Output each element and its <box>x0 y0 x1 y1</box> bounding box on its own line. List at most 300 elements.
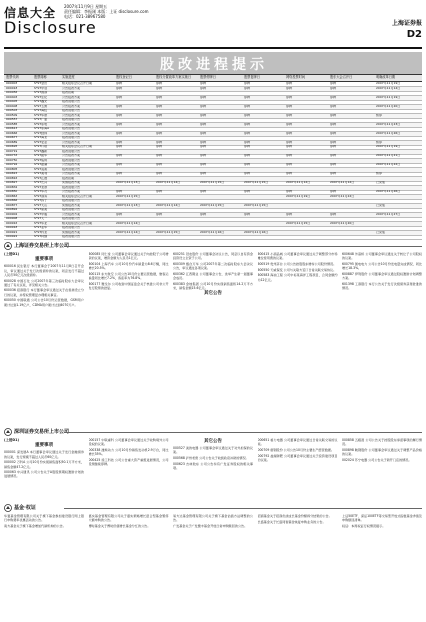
table-cell: S*ST长兴 <box>34 181 48 184</box>
table-cell: 停牌 <box>330 131 337 135</box>
article-paragraph: 华夏基金管理有限公司关于旗下基金参加建设银行网上银行申购费率优惠活动的公告。 <box>4 514 84 523</box>
table-cell: 000863 <box>6 194 18 198</box>
table-cell: 停牌 <box>200 95 207 99</box>
table-cell: 2007年11月19日 <box>376 145 401 148</box>
table-cell: 停牌 <box>156 154 163 157</box>
meta-phone: 电话：021-38967580 <box>64 14 106 19</box>
shanghai-columns <box>4 252 422 424</box>
table-cell: 停牌 <box>244 95 251 99</box>
article-column <box>173 438 253 498</box>
table-header-cell: 股票停牌日 <box>200 75 216 79</box>
section-title-shanghai: 上海证券交易所上市公司 <box>14 243 70 249</box>
table-cell: 000902 <box>6 212 18 216</box>
table-header-cell: 股东大会召开日 <box>330 75 353 79</box>
header-meta <box>64 4 214 19</box>
article-paragraph: 000651 格力电器 公司董事会审议通过日常关联交易的议案。 <box>257 438 338 447</box>
article-paragraph: 600177 雅戈尔 公司收到中国证监会关于核准公司非公开发行股票的批复。 <box>88 281 169 290</box>
article-column <box>342 438 422 498</box>
table-cell: 停牌 <box>200 82 207 85</box>
table-header-cell: 股票简称 <box>34 75 47 79</box>
meta-date: 2007年11月9日 星期五 <box>64 4 108 9</box>
table-cell: 公告股改方案 <box>62 163 81 166</box>
article-paragraph: 600648 外高桥 公司董事会审议通过关于转让子公司股权的议案。 <box>342 252 422 261</box>
article-paragraph: 000001 深发展A 本行董事会审议通过关于发行金融债券的议案，发行规模不超过人民币60亿元。 <box>4 450 84 459</box>
article-column <box>173 514 253 618</box>
table-cell: 2007年11月16日 <box>200 230 225 234</box>
table-cell: 2007年11月22日 <box>376 163 401 166</box>
article-paragraph: 600550 天威保变 公司与关联方签订日常关联交易协议。 <box>257 267 337 272</box>
table-cell: 停牌 <box>200 145 207 148</box>
article-paragraph: 600085 同仁堂 公司董事会审议通过关于向控股子公司增资的议案，增资金额为人民币1亿元。 <box>88 252 169 261</box>
article-paragraph: 600309 烟台万华 公司2007年第二次临时股东大会决议公告，审议通过各项议案。 <box>173 261 253 271</box>
article-paragraph: 600583 海油工程 公司中标某海洋工程项目，合同金额约为12亿元。 <box>257 273 338 282</box>
table-cell: 股改进展公告 <box>62 158 81 162</box>
table-cell: 股改进展公告 <box>62 109 81 112</box>
table-cell: 000689 <box>6 140 18 144</box>
table-cell: 公告股改方案 <box>62 172 81 175</box>
table-cell: 停牌 <box>244 131 251 135</box>
banner <box>4 52 422 74</box>
article-paragraph: 600383 金地集团 公司10月份实现销售面积14.2万平方米，销售金额15.6亿元。 <box>173 281 253 290</box>
table-cell: 停牌 <box>156 82 163 85</box>
table-cell: 实施股改方案 <box>62 181 81 184</box>
article-paragraph: 600519 贵州茅台 公司公告控股股东增持公司股份情况。 <box>257 261 337 266</box>
table-cell: 停牌 <box>116 154 123 157</box>
table-cell: 000850 <box>6 190 18 193</box>
section-divider <box>64 432 422 433</box>
table-cell: 停牌 <box>156 140 163 144</box>
funds-section-header <box>4 504 422 512</box>
table-cell: 2007年11月15日 <box>200 203 225 207</box>
article-paragraph: 600016 民生银行 本行董事会于2007年11月8日召开会议，审议通过关于发行次级债券的议案，同意发行不超过人民币50亿元次级债券。 <box>4 264 84 277</box>
table-header-cell: 网络投票时间 <box>286 75 306 79</box>
table-cell: S*ST金田 <box>34 82 48 85</box>
article-paragraph: 002024 苏宁电器 公司公告关于新开门店的情况。 <box>342 457 412 462</box>
table-cell: 停牌 <box>286 140 293 144</box>
article-paragraph: 600415 小商品城 公司董事会审议通过关于调整部分市场摊位使用费的议案。 <box>257 252 338 261</box>
table-cell: 000805 <box>6 167 18 171</box>
article-column <box>173 252 253 424</box>
table-cell: 相关股东会议召开日期 <box>62 82 93 85</box>
article-paragraph: 000623 吉林敖东 公司公告持有广发证券股权的相关事项。 <box>173 461 253 471</box>
table-cell: 已完成 <box>376 230 386 234</box>
table-cell: 相关股东会议召开日期 <box>62 145 93 148</box>
article-paragraph: 000527 美的电器 公司董事会审议通过关于对外担保的议案。 <box>173 446 253 455</box>
table-cell: 股改延期 <box>62 91 75 94</box>
table-cell: 停牌 <box>116 122 123 126</box>
table-cell: S*ST中冠 <box>34 86 48 90</box>
table-cell: 暂停 <box>376 172 383 175</box>
table-cell: 停牌 <box>286 145 293 148</box>
table-cell: 停牌 <box>156 113 163 117</box>
section-divider <box>64 246 422 247</box>
table-cell: 000503 <box>6 109 18 112</box>
table-cell: S*ST宏业 <box>34 140 48 144</box>
article-paragraph: 000568 泸州老窖 公司公告关于收到政府补助的情况。 <box>173 456 249 461</box>
table-cell: 公告股改方案 <box>62 190 81 193</box>
table-cell: 000018 <box>6 86 18 90</box>
table-cell: 2007年11月15日 <box>156 230 181 234</box>
table-cell: 停牌 <box>330 190 337 193</box>
table-cell: 实施股改方案 <box>62 230 81 234</box>
table-cell: S*ST天山 <box>34 203 48 207</box>
shenzhen-section-header <box>4 428 422 436</box>
table-cell: 000921 <box>6 230 18 234</box>
article-column <box>342 514 422 618</box>
table-cell: 股改进展公告 <box>62 149 81 153</box>
table-cell: S*ST江淮 <box>34 176 48 180</box>
article-paragraph: 600251 冠农股份 公司董事会决议公告，同意以自有资金投资设立全资子公司。 <box>173 252 253 261</box>
table-cell: 2007年11月14日 <box>116 221 141 225</box>
section-title-shenzhen: 深圳证券交易所上市公司 <box>14 429 70 435</box>
article-paragraph: 易方达基金管理有限公司关于旗下基金估值方法调整的公告。 <box>173 514 253 523</box>
table-header-cell: 股权登记日 <box>116 75 132 79</box>
table-cell: 停牌 <box>116 140 123 144</box>
table-cell: 停牌 <box>244 113 251 117</box>
table-cell: 停牌 <box>156 172 163 175</box>
table-cell: 停牌 <box>156 131 163 135</box>
table-cell: 停牌 <box>200 212 207 216</box>
table-cell: 公告股改方案 <box>62 131 81 135</box>
table-cell: 停牌 <box>330 163 337 166</box>
table-cell: 停牌 <box>244 163 251 166</box>
table-cell: S*ST国商 <box>34 91 48 94</box>
table-cell: 停牌 <box>156 212 163 216</box>
table-cell: 2007年11月16日 <box>244 230 269 234</box>
paper-name: 上海证券报 <box>391 20 422 27</box>
table-header-cell: 实施进度 <box>62 75 75 79</box>
article-paragraph: 广发基金关于广发聚丰基金开放日常申购赎回的公告。 <box>173 523 248 528</box>
table-cell: S*ST商务 <box>34 194 48 198</box>
table-cell: 2007年11月13日 <box>116 181 141 184</box>
article-column <box>89 252 169 424</box>
table-cell: 停牌 <box>200 190 207 193</box>
table-cell: 2007年11月15日 <box>286 221 311 225</box>
table-cell: 停牌 <box>156 104 163 108</box>
table-cell: 000832 <box>6 185 18 189</box>
table-cell: 停牌 <box>200 104 207 108</box>
table-cell: 股改进展公告 <box>62 235 81 238</box>
section-icon <box>4 242 12 250</box>
column-headline: 重要事项 <box>35 443 53 449</box>
article-column <box>4 252 84 424</box>
column-subheadline: 其它公告 <box>204 291 222 297</box>
table-cell: S*ST振华 <box>34 154 48 157</box>
table-cell: 股改进展公告 <box>62 217 81 220</box>
table-cell: 2007年11月13日 <box>116 203 141 207</box>
table-cell: S*ST美利 <box>34 172 48 175</box>
table-cell: 停牌 <box>200 172 207 175</box>
table-cell: S*ST海虹 <box>34 109 48 112</box>
table-cell: 停牌 <box>244 122 251 126</box>
table-cell: 停牌 <box>116 190 123 193</box>
table-cell: 停牌 <box>330 113 337 117</box>
article-paragraph: 上证50ETF、深证100ETF等交易型开放式指数基金净值及申购赎回清单。 <box>342 514 422 523</box>
table-cell: 停牌 <box>200 140 207 144</box>
table-cell: S*ST盐湖 <box>34 163 48 166</box>
shanghai-section-header <box>4 242 422 250</box>
table-cell: 000408 <box>6 104 18 108</box>
table-cell: 2007年11月27日 <box>376 212 401 216</box>
table-cell: 停牌 <box>286 154 293 157</box>
section-title-funds: 基金·权证 <box>14 505 36 511</box>
table-cell: 股改进展公告 <box>62 118 81 121</box>
table-cell: 2007年11月23日 <box>376 122 401 126</box>
article-paragraph: 600104 上海汽车 公司10月份汽车销量为8.6万辆，同比增长20.5%。 <box>88 261 169 271</box>
table-cell: 股改进展公告 <box>62 127 81 130</box>
column-headline: 其它公告 <box>204 439 222 444</box>
article-paragraph: 600050 中国联通 公司公告10月份运营数据，GSM用户累计达到1.19亿户，CDMA用户累计达到4070万户。 <box>4 298 84 307</box>
table-cell: S*ST东海A <box>34 127 50 130</box>
table-cell: S*ST鑫光 <box>34 100 48 103</box>
table-cell: 000916 <box>6 221 18 225</box>
table-cell: 停牌 <box>286 212 293 216</box>
article-paragraph: 000898 鞍钢股份 公司董事会审议通过关于调整产品价格的议案。 <box>342 447 422 457</box>
table-cell: 停牌 <box>116 82 123 85</box>
table-cell: S*ST集琦 <box>34 158 48 162</box>
table-cell: S*ST龙涤 <box>34 185 48 189</box>
table-cell: 停牌 <box>330 154 337 157</box>
table-cell: 停牌 <box>156 163 163 166</box>
article-column <box>4 438 84 498</box>
table-cell: 停牌 <box>200 86 207 90</box>
table-cell: 停牌 <box>116 145 123 148</box>
funds-columns <box>4 514 422 618</box>
article-paragraph: 000425 徐工科技 公司公告重大资产重组进展情况，公司股票继续停牌。 <box>88 457 169 467</box>
table-cell: 2007年11月20日 <box>376 104 401 108</box>
table-cell: 停牌 <box>244 172 251 175</box>
table-cell: 停牌 <box>244 86 251 90</box>
table-cell: 停牌 <box>244 82 251 85</box>
article-paragraph: 600115 东方航空 公司公告10月份主要运营数据，旅客运输量同比增长7.2%，客座率为76.8%。 <box>88 271 169 281</box>
table-cell: 000877 <box>6 203 18 207</box>
table-cell: 000509 <box>6 113 18 117</box>
table-cell: 股改延期 <box>62 176 75 180</box>
table-cell: 停牌 <box>330 82 337 85</box>
meta-editor: 责任编辑：李振刚 本版：上证 disclosure.com <box>64 9 149 14</box>
table-cell: 停牌 <box>330 172 337 175</box>
table-cell: 2007年11月14日 <box>156 203 181 207</box>
table-cell: 000750 <box>6 158 18 162</box>
table-cell: S*ST玉源 <box>34 104 48 108</box>
table-cell: 公告股改方案 <box>62 122 81 126</box>
article-paragraph: 000792 盐湖钾肥 公司董事会审议通过关于投资建设项目的议案。 <box>257 453 338 462</box>
table-cell: 2007年11月26日 <box>376 131 401 135</box>
table-cell: 实施股改方案 <box>62 203 81 207</box>
table-cell: 000815 <box>6 172 18 175</box>
table-cell: 已完成 <box>376 203 386 207</box>
article-paragraph: 000157 中联重科 公司董事会审议通过关于收购境外公司股权的议案。 <box>88 438 169 447</box>
table-cell: 000677 <box>6 136 18 139</box>
table-cell: 停牌 <box>286 86 293 90</box>
table-cell: 公告股改方案 <box>62 104 81 108</box>
table-cell: 2007年11月20日 <box>330 221 355 225</box>
article-column <box>89 438 169 498</box>
table-cell: 停牌 <box>244 104 251 108</box>
table-cell: 000792 <box>6 163 18 166</box>
table-cell: 2007年11月15日 <box>244 181 269 184</box>
table-header-cell: 明确改革日期 <box>376 75 396 79</box>
reform-progress-table <box>4 74 422 238</box>
table-cell: 停牌 <box>116 95 123 99</box>
table-cell: S*ST华茂 <box>34 190 48 193</box>
table-cell: S*ST经纬 <box>34 131 48 135</box>
table-cell: 000585 <box>6 122 18 126</box>
table-cell: 公告股改方案 <box>62 95 81 99</box>
table-cell: 2007年11月14日 <box>116 230 141 234</box>
table-cell: 2007年11月15日 <box>200 181 225 184</box>
table-cell: 停牌 <box>156 145 163 148</box>
table-cell: 000557 <box>6 118 18 121</box>
table-cell: S*ST扬子 <box>34 199 48 202</box>
continued-tag: (上接D1) <box>4 252 20 256</box>
table-cell: 停牌 <box>200 163 207 166</box>
table-cell: 停牌 <box>330 104 337 108</box>
masthead: 信息大全 <box>4 6 57 20</box>
article-paragraph: 600795 国电电力 公司公告10月份发电量完成情况，同比增长18.3%。 <box>342 261 422 271</box>
article-paragraph: 000709 唐钢股份 公司公告10月份主要生产经营数据。 <box>257 447 334 452</box>
article-column <box>258 514 338 618</box>
table-cell: 000613 <box>6 127 18 130</box>
table-cell: 停牌 <box>156 86 163 90</box>
table-cell: 停牌 <box>244 145 251 148</box>
table-cell: S*ST灯塔 <box>34 145 48 148</box>
table-cell: S*ST科龙 <box>34 230 48 234</box>
table-cell: 000056 <box>6 91 18 94</box>
table-cell: S*ST广夏 <box>34 118 48 121</box>
article-paragraph: 博时基金关于博时价值增长基金分红的公告。 <box>88 523 151 528</box>
table-cell: S*ST阿继 <box>34 235 48 238</box>
article-paragraph: 000063 中兴通讯 公司公告关于A股股票期权激励计划的进展情况。 <box>4 470 84 479</box>
table-cell: 停牌 <box>244 140 251 144</box>
table-cell: 2007年11月21日 <box>376 154 401 157</box>
table-cell: 2007年11月15日 <box>244 203 269 207</box>
table-cell: 2007年11月12日 <box>286 181 311 184</box>
table-cell: 股改进展公告 <box>62 100 81 103</box>
table-cell: S*ST生化 <box>34 95 48 99</box>
table-cell: 暂停 <box>376 140 383 144</box>
table-header-cell: 股权分置改革方案实施日 <box>156 75 192 79</box>
table-cell: 公告股改方案 <box>62 86 81 90</box>
table-cell: 停牌 <box>156 95 163 99</box>
table-cell: 停牌 <box>156 190 163 193</box>
table-cell: 000922 <box>6 235 18 238</box>
continued-tag: (上接D1) <box>4 438 20 442</box>
table-cell: 股改进展公告 <box>62 208 81 211</box>
table-cell: 000908 <box>6 217 18 220</box>
table-cell: 停牌 <box>286 122 293 126</box>
table-cell: 000892 <box>6 208 18 211</box>
table-cell: 停牌 <box>116 104 123 108</box>
table-cell: S*ST亚华 <box>34 226 48 229</box>
table-header-cell: 股票复牌日 <box>244 75 260 79</box>
table-cell: S*ST天一 <box>34 217 48 220</box>
table-cell: 停牌 <box>116 86 123 90</box>
page-number: D2 <box>406 29 422 40</box>
table-cell: 2007年11月22日 <box>330 194 355 198</box>
table-cell: 停牌 <box>286 131 293 135</box>
article-paragraph: 600036 招商银行 本行董事会审议通过关于在香港设立分行的议案，并授权管理层办理相关事宜。 <box>4 288 84 297</box>
table-cell: 停牌 <box>286 113 293 117</box>
article-column <box>342 252 422 424</box>
shenzhen-columns <box>4 438 422 498</box>
table-cell: S*ST星美 <box>34 208 48 211</box>
table-cell: 公告股改方案 <box>62 113 81 117</box>
table-cell: 停牌 <box>116 212 123 216</box>
table-cell: S*ST中服 <box>34 212 48 216</box>
table-cell: 公告股改方案 <box>62 154 81 157</box>
table-cell: 000666 <box>6 131 18 135</box>
table-cell: 000003 <box>6 82 18 85</box>
article-column <box>258 438 338 498</box>
table-cell: 000816 <box>6 176 18 180</box>
table-cell: 停牌 <box>244 154 251 157</box>
table-cell: 000733 <box>6 154 18 157</box>
table-cell: 停牌 <box>286 104 293 108</box>
table-cell: 停牌 <box>330 212 337 216</box>
table-cell: 停牌 <box>330 95 337 99</box>
article-paragraph: 600028 中国石化 公司2007年第三次临时股东大会审议通过了有关议案，详见相关公告。 <box>4 278 84 287</box>
section-icon <box>4 428 12 436</box>
table-cell: 停牌 <box>156 122 163 126</box>
table-cell: 2007年11月12日 <box>330 181 355 184</box>
table-cell: 000866 <box>6 199 18 202</box>
table-cell: 停牌 <box>116 113 123 117</box>
article-column <box>4 514 84 618</box>
table-cell: 000405 <box>6 100 18 103</box>
table-cell: 000403 <box>6 95 18 99</box>
table-cell: S*ST华北 <box>34 221 48 225</box>
table-cell: S*ST鑫新 <box>34 149 48 153</box>
table-cell: 已完成 <box>376 181 386 184</box>
table-cell: 2007年11月19日 <box>376 95 401 99</box>
table-cell: 相关股东会议召开日期 <box>62 194 93 198</box>
table-cell: 停牌 <box>286 82 293 85</box>
table-cell: S*ST炎黄 <box>34 167 48 171</box>
table-cell: 2007年11月26日 <box>376 190 401 193</box>
article-paragraph: 南方基金关于旗下基金增加代销机构的公告。 <box>4 523 66 528</box>
section-icon <box>4 504 12 512</box>
table-cell: 000827 <box>6 181 18 184</box>
table-cell: 停牌 <box>200 154 207 157</box>
article-column <box>258 252 338 424</box>
banner-title: 股改进程提示 <box>160 57 268 73</box>
table-cell: 股改进展公告 <box>62 136 81 139</box>
article-paragraph: 600362 江西铜业 公司董事会公告，选举产生新一届董事会成员。 <box>173 271 253 281</box>
table-cell: 000695 <box>6 145 18 148</box>
table-cell: S*ST东电 <box>34 122 48 126</box>
table-cell: 000719 <box>6 149 18 153</box>
table-cell: 2007年11月15日 <box>116 194 141 198</box>
table-cell: 停牌 <box>330 86 337 90</box>
article-paragraph: 嘉实基金管理有限公司关于嘉实策略增长混合型基金暂停大额申购的公告。 <box>88 514 169 523</box>
table-cell: 停牌 <box>244 190 251 193</box>
table-cell: 股改进展公告 <box>62 185 81 189</box>
table-cell: 公告股改方案 <box>62 212 81 216</box>
table-cell: 停牌 <box>330 122 337 126</box>
table-cell: 2007年11月19日 <box>286 194 311 198</box>
table-cell: 2007年11月14日 <box>376 86 401 90</box>
page-header <box>0 0 426 48</box>
section-divider <box>64 508 422 509</box>
article-paragraph: 000338 潍柴动力 公司10月份销售发动机2.9万台，同比增长35%。 <box>88 447 169 457</box>
table-cell: S*ST海龙 <box>34 136 48 139</box>
table-header-cell: 股票代码 <box>6 75 19 79</box>
article-paragraph: 600887 伊利股份 公司董事会审议通过股权激励计划调整方案。 <box>342 271 422 281</box>
table-cell: 停牌 <box>286 95 293 99</box>
table-cell: 停牌 <box>200 113 207 117</box>
article-paragraph: 招商基金关于招商优质成长基金份额拆分结果的公告。 <box>257 514 332 518</box>
